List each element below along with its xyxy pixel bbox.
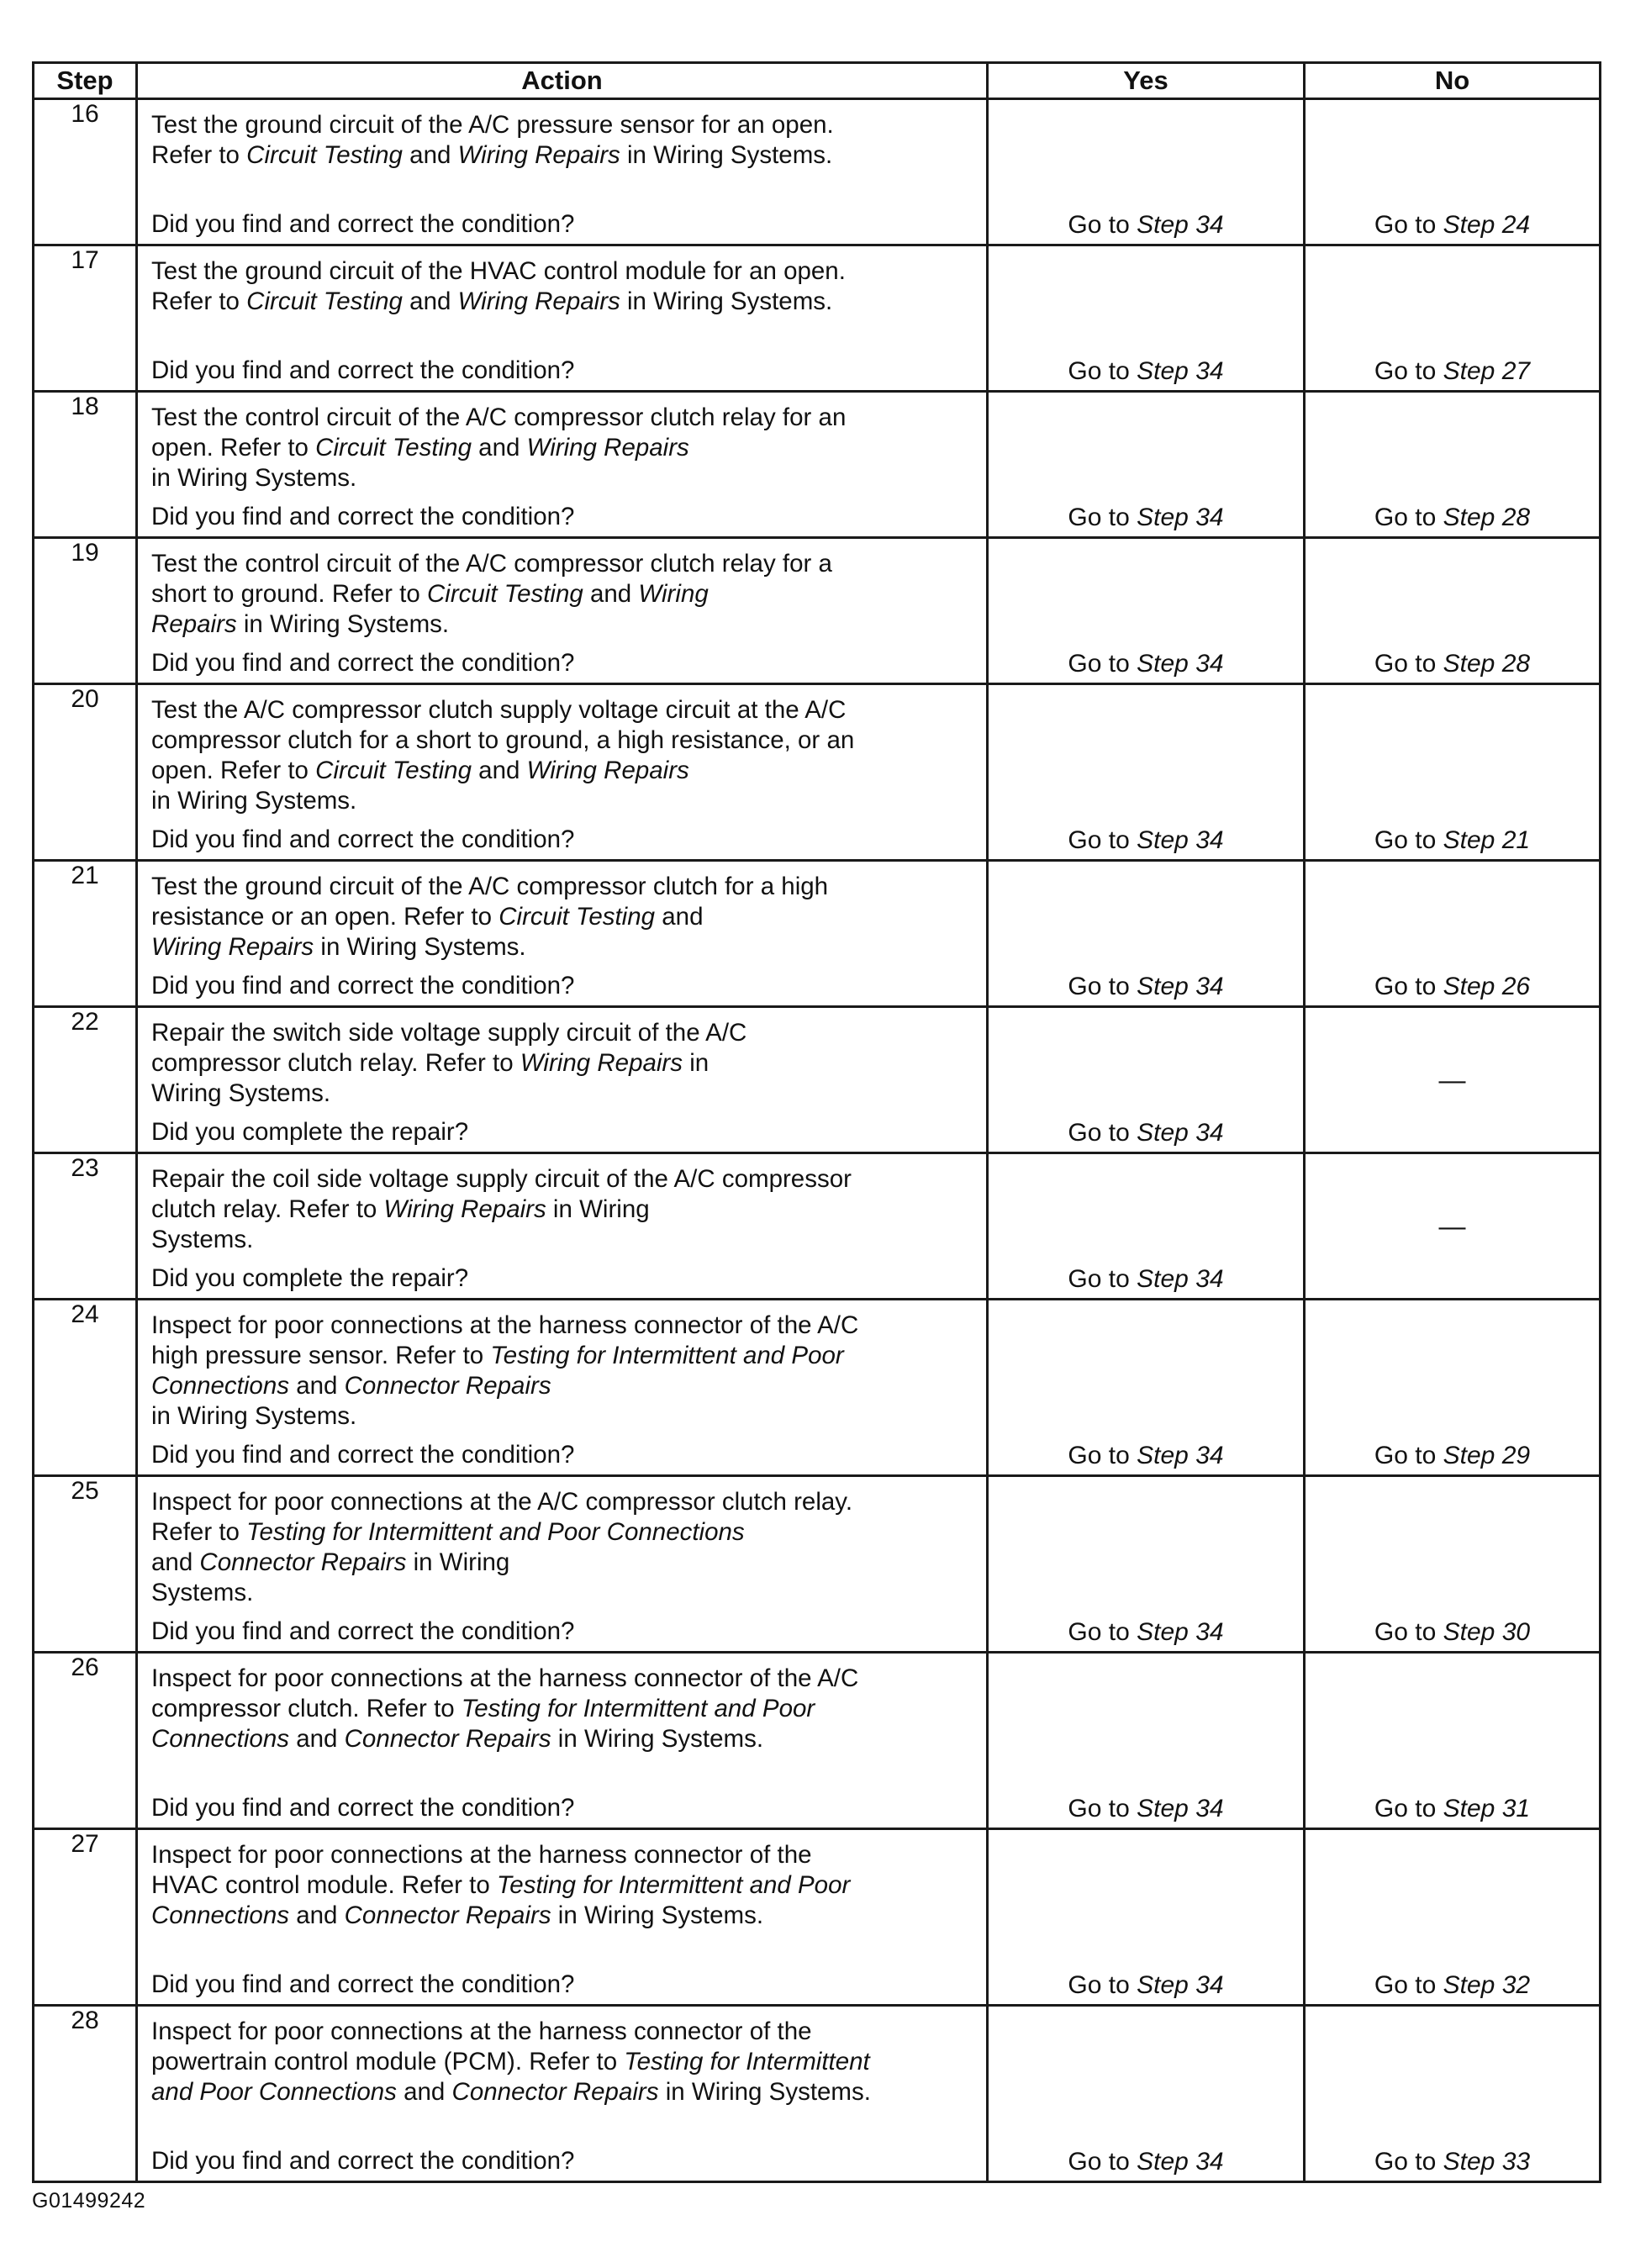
table-row: [34, 1153, 1601, 1300]
action-text: [138, 1830, 986, 1931]
action-text-segment: Inspect for poor connections at the A/C compressor clutch relay. Refer to: [151, 1488, 853, 1546]
goto-prefix: Go to: [1068, 357, 1137, 385]
table-row: [34, 1829, 1601, 2006]
table-row: [34, 1653, 1601, 1829]
yes-goto-instruction: [989, 211, 1303, 240]
action-text: [138, 862, 986, 963]
goto-prefix: Go to: [1068, 504, 1137, 531]
table-row: [34, 684, 1601, 861]
action-cell: [137, 538, 988, 684]
yes-cell: [988, 684, 1305, 861]
no-cell: [1305, 1829, 1601, 2006]
header-yes: Yes: [988, 63, 1305, 99]
action-text-segment: and: [289, 1901, 345, 1929]
goto-step-reference: Step 34: [1137, 1971, 1224, 1999]
figure-id: G01499242: [32, 2189, 146, 2213]
goto-step-reference: Step 34: [1137, 504, 1224, 531]
yes-cell: [988, 245, 1305, 392]
action-cell: [137, 1153, 988, 1300]
reference-link-text: Connector Repairs: [451, 2078, 659, 2106]
action-text: [138, 539, 986, 640]
goto-prefix: Go to: [1374, 2148, 1443, 2176]
no-cell: [1305, 1476, 1601, 1653]
action-cell: [137, 1476, 988, 1653]
goto-prefix: Go to: [1068, 650, 1137, 678]
action-text-segment: in Wiring Systems.: [151, 787, 357, 815]
action-cell: [137, 861, 988, 1007]
action-text: [138, 2007, 986, 2107]
reference-link-text: Wiring Repairs: [457, 141, 620, 169]
goto-step-reference: Step 34: [1137, 973, 1224, 1000]
goto-prefix: Go to: [1068, 211, 1137, 239]
no-not-applicable-dash: —: [1438, 1210, 1466, 1241]
reference-link-text: Wiring Repairs: [383, 1195, 546, 1223]
reference-link-text: Connector Repairs: [344, 1725, 551, 1753]
action-text-segment: and: [471, 434, 527, 462]
step-number: 25: [34, 1476, 137, 1653]
reference-link-text: Testing for Intermittent and Poor Connections: [151, 1342, 844, 1400]
no-cell: [1305, 861, 1601, 1007]
action-cell: [137, 1829, 988, 2006]
reference-link-text: Circuit Testing: [426, 580, 583, 608]
goto-prefix: Go to: [1374, 211, 1443, 239]
goto-step-reference: Step 24: [1443, 211, 1531, 239]
action-question: Did you find and correct the condition?: [151, 1794, 575, 1822]
step-number: 21: [34, 861, 137, 1007]
action-question: Did you complete the repair?: [151, 1118, 469, 1146]
action-text-segment: Inspect for poor connections at the harness connector of the A/C compressor clutch. Refer to: [151, 1664, 859, 1722]
no-cell: [1305, 1300, 1601, 1476]
table-header-row: [34, 63, 1601, 99]
no-goto-instruction: [1306, 1618, 1599, 1647]
action-question: Did you find and correct the condition?: [151, 2147, 575, 2175]
yes-goto-instruction: [989, 504, 1303, 532]
action-text-segment: and: [583, 580, 639, 608]
action-question: Did you find and correct the condition?: [151, 210, 575, 238]
table-row: [34, 861, 1601, 1007]
action-text-segment: Inspect for poor connections at the harness connector of the HVAC control module. Refer to: [151, 1841, 812, 1899]
yes-cell: [988, 392, 1305, 538]
yes-goto-instruction: [989, 1119, 1303, 1147]
action-cell: [137, 1653, 988, 1829]
reference-link-text: Connector Repairs: [199, 1548, 407, 1576]
action-text-segment: Test the control circuit of the A/C compressor clutch relay for a short to ground. Refer to: [151, 550, 832, 608]
goto-step-reference: Step 34: [1137, 1265, 1224, 1293]
step-number: 16: [34, 99, 137, 245]
action-text: [138, 393, 986, 493]
reference-link-text: Connector Repairs: [344, 1372, 551, 1400]
action-text-segment: in Wiring Systems.: [314, 933, 526, 961]
yes-goto-instruction: [989, 650, 1303, 678]
reference-link-text: Connector Repairs: [344, 1901, 551, 1929]
table-row: [34, 392, 1601, 538]
table-body: [34, 99, 1601, 2182]
reference-link-text: Wiring Repairs: [151, 580, 709, 638]
action-text-segment: Test the A/C compressor clutch supply voltage circuit at the A/C compressor clutch for a short to ground, a high resistance, or an open. Refer to: [151, 696, 855, 784]
step-number: 28: [34, 2006, 137, 2182]
header-step: Step: [34, 63, 137, 99]
action-text-segment: in Wiring Systems.: [620, 141, 833, 169]
goto-prefix: Go to: [1374, 1442, 1443, 1469]
goto-prefix: Go to: [1068, 2148, 1137, 2176]
no-not-applicable-dash: —: [1438, 1064, 1466, 1094]
table-row: [34, 99, 1601, 245]
no-goto-instruction: [1306, 357, 1599, 386]
header-action: Action: [137, 63, 988, 99]
action-text: [138, 100, 986, 171]
goto-step-reference: Step 34: [1137, 1119, 1224, 1147]
goto-prefix: Go to: [1374, 1618, 1443, 1646]
yes-cell: [988, 1829, 1305, 2006]
action-text-segment: in Wiring Systems.: [151, 1049, 709, 1107]
yes-cell: [988, 1153, 1305, 1300]
yes-goto-instruction: [989, 1795, 1303, 1823]
goto-prefix: Go to: [1068, 1795, 1137, 1822]
no-cell: [1305, 1153, 1601, 1300]
action-cell: [137, 99, 988, 245]
action-question: Did you find and correct the condition?: [151, 972, 575, 1000]
yes-cell: [988, 538, 1305, 684]
action-text-segment: Test the ground circuit of the A/C pressure sensor for an open. Refer to: [151, 111, 834, 169]
no-cell: [1305, 392, 1601, 538]
diagnostic-table: [32, 61, 1601, 2183]
step-number: 19: [34, 538, 137, 684]
no-goto-instruction: [1306, 504, 1599, 532]
step-number: 24: [34, 1300, 137, 1476]
action-text-segment: in Wiring Systems.: [551, 1725, 764, 1753]
reference-link-text: Wiring Repairs: [520, 1049, 683, 1077]
no-goto-instruction: [1306, 1442, 1599, 1470]
goto-step-reference: Step 29: [1443, 1442, 1531, 1469]
action-text-segment: in Wiring Systems.: [151, 1548, 510, 1606]
yes-cell: [988, 99, 1305, 245]
action-cell: [137, 392, 988, 538]
no-cell: [1305, 245, 1601, 392]
goto-step-reference: Step 27: [1443, 357, 1531, 385]
action-text-segment: and: [289, 1725, 345, 1753]
action-text-segment: Repair the coil side voltage supply circuit of the A/C compressor clutch relay. Refer to: [151, 1165, 852, 1223]
step-number: 23: [34, 1153, 137, 1300]
goto-step-reference: Step 34: [1137, 650, 1224, 678]
goto-step-reference: Step 32: [1443, 1971, 1531, 1999]
reference-link-text: Circuit Testing: [498, 903, 656, 931]
action-text-segment: in Wiring Systems.: [151, 1402, 357, 1430]
yes-cell: [988, 1007, 1305, 1153]
table-row: [34, 245, 1601, 392]
action-text-segment: and: [402, 141, 458, 169]
yes-goto-instruction: [989, 826, 1303, 855]
action-text: [138, 1300, 986, 1432]
action-question: Did you find and correct the condition?: [151, 356, 575, 384]
yes-cell: [988, 1653, 1305, 1829]
goto-prefix: Go to: [1374, 1795, 1443, 1822]
reference-link-text: Wiring Repairs: [457, 287, 620, 315]
goto-step-reference: Step 34: [1137, 826, 1224, 854]
action-question: Did you find and correct the condition?: [151, 825, 575, 853]
action-text-segment: in Wiring Systems.: [658, 2078, 871, 2106]
reference-link-text: Testing for Intermittent and Poor Connections: [246, 1518, 745, 1546]
no-cell: [1305, 1653, 1601, 1829]
table-row: [34, 1476, 1601, 1653]
action-text: [138, 1654, 986, 1754]
action-text: [138, 1154, 986, 1255]
yes-cell: [988, 1476, 1305, 1653]
reference-link-text: Testing for Intermittent and Poor Connections: [151, 1871, 851, 1929]
action-text: [138, 685, 986, 816]
step-number: 18: [34, 392, 137, 538]
table-row: [34, 1007, 1601, 1153]
reference-link-text: Wiring Repairs: [526, 757, 689, 784]
goto-prefix: Go to: [1068, 973, 1137, 1000]
goto-step-reference: Step 34: [1137, 2148, 1224, 2176]
step-number: 26: [34, 1653, 137, 1829]
goto-step-reference: Step 26: [1443, 973, 1531, 1000]
action-text: [138, 1477, 986, 1608]
goto-prefix: Go to: [1068, 826, 1137, 854]
goto-prefix: Go to: [1374, 826, 1443, 854]
reference-link-text: Testing for Intermittent and Poor Connections: [151, 2048, 870, 2106]
no-goto-instruction: [1306, 650, 1599, 678]
action-question: Did you find and correct the condition?: [151, 503, 575, 530]
goto-prefix: Go to: [1068, 1971, 1137, 1999]
goto-step-reference: Step 30: [1443, 1618, 1531, 1646]
action-text-segment: in Wiring Systems.: [236, 610, 450, 638]
action-text-segment: Inspect for poor connections at the harness connector of the A/C high pressure sensor. Refer to: [151, 1311, 859, 1369]
no-cell: [1305, 2006, 1601, 2182]
action-text-segment: Test the ground circuit of the A/C compressor clutch for a high resistance or an open. Refer to: [151, 873, 829, 931]
goto-step-reference: Step 34: [1137, 211, 1224, 239]
reference-link-text: Circuit Testing: [246, 287, 403, 315]
reference-link-text: Wiring Repairs: [526, 434, 689, 462]
no-goto-instruction: [1306, 1795, 1599, 1823]
yes-goto-instruction: [989, 1618, 1303, 1647]
action-text-segment: Repair the switch side voltage supply circuit of the A/C compressor clutch relay. Refer to: [151, 1019, 747, 1077]
action-text: [138, 1008, 986, 1109]
yes-cell: [988, 1300, 1305, 1476]
no-cell: [1305, 684, 1601, 861]
action-cell: [137, 2006, 988, 2182]
action-text-segment: in Wiring Systems.: [620, 287, 833, 315]
action-text-segment: and: [471, 757, 527, 784]
action-text-segment: and: [151, 1548, 193, 1576]
yes-goto-instruction: [989, 2148, 1303, 2176]
no-goto-instruction: [1306, 2148, 1599, 2176]
action-text-segment: Inspect for poor connections at the harness connector of the powertrain control module (PCM). Refer to: [151, 2017, 812, 2075]
reference-link-text: Testing for Intermittent and Poor Connections: [151, 1695, 815, 1753]
action-question: Did you find and correct the condition?: [151, 1970, 575, 1998]
goto-prefix: Go to: [1068, 1442, 1137, 1469]
goto-step-reference: Step 34: [1137, 1442, 1224, 1469]
action-cell: [137, 1300, 988, 1476]
goto-step-reference: Step 21: [1443, 826, 1531, 854]
goto-prefix: Go to: [1374, 650, 1443, 678]
step-number: 20: [34, 684, 137, 861]
header-no: No: [1305, 63, 1601, 99]
action-cell: [137, 245, 988, 392]
action-cell: [137, 1007, 988, 1153]
no-cell: [1305, 99, 1601, 245]
yes-goto-instruction: [989, 1971, 1303, 2000]
goto-step-reference: Step 34: [1137, 1618, 1224, 1646]
reference-link-text: Circuit Testing: [315, 434, 472, 462]
goto-step-reference: Step 31: [1443, 1795, 1531, 1822]
action-question: Did you find and correct the condition?: [151, 649, 575, 677]
table-row: [34, 2006, 1601, 2182]
action-text-segment: and: [402, 287, 458, 315]
action-text-segment: in Wiring Systems.: [151, 464, 357, 492]
goto-prefix: Go to: [1374, 1971, 1443, 1999]
yes-cell: [988, 2006, 1305, 2182]
action-question: Did you find and correct the condition?: [151, 1441, 575, 1469]
goto-prefix: Go to: [1374, 973, 1443, 1000]
no-cell: [1305, 538, 1601, 684]
action-question: Did you complete the repair?: [151, 1264, 469, 1292]
reference-link-text: Wiring Repairs: [151, 933, 314, 961]
goto-prefix: Go to: [1068, 1265, 1137, 1293]
goto-step-reference: Step 28: [1443, 650, 1531, 678]
no-goto-instruction: [1306, 1971, 1599, 2000]
action-text-segment: and: [289, 1372, 345, 1400]
yes-goto-instruction: [989, 1265, 1303, 1294]
action-text-segment: Test the control circuit of the A/C compressor clutch relay for an open. Refer to: [151, 403, 847, 462]
reference-link-text: Circuit Testing: [315, 757, 472, 784]
action-text-segment: and: [662, 903, 704, 931]
table-row: [34, 1300, 1601, 1476]
action-question: Did you find and correct the condition?: [151, 1617, 575, 1645]
action-text: [138, 246, 986, 317]
yes-goto-instruction: [989, 973, 1303, 1001]
action-text-segment: in Wiring Systems.: [551, 1901, 764, 1929]
goto-prefix: Go to: [1374, 357, 1443, 385]
table-row: [34, 538, 1601, 684]
no-goto-instruction: [1306, 973, 1599, 1001]
step-number: 17: [34, 245, 137, 392]
goto-prefix: Go to: [1068, 1119, 1137, 1147]
yes-cell: [988, 861, 1305, 1007]
reference-link-text: Circuit Testing: [246, 141, 403, 169]
step-number: 22: [34, 1007, 137, 1153]
no-goto-instruction: [1306, 826, 1599, 855]
goto-prefix: Go to: [1374, 504, 1443, 531]
yes-goto-instruction: [989, 357, 1303, 386]
action-text-segment: Test the ground circuit of the HVAC control module for an open. Refer to: [151, 257, 846, 315]
goto-step-reference: Step 34: [1137, 357, 1224, 385]
goto-step-reference: Step 33: [1443, 2148, 1531, 2176]
no-goto-instruction: [1306, 211, 1599, 240]
goto-step-reference: Step 34: [1137, 1795, 1224, 1822]
yes-goto-instruction: [989, 1442, 1303, 1470]
goto-step-reference: Step 28: [1443, 504, 1531, 531]
goto-prefix: Go to: [1068, 1618, 1137, 1646]
no-cell: [1305, 1007, 1601, 1153]
action-text-segment: and: [396, 2078, 452, 2106]
action-text-segment: in Wiring Systems.: [151, 1195, 650, 1253]
action-cell: [137, 684, 988, 861]
step-number: 27: [34, 1829, 137, 2006]
